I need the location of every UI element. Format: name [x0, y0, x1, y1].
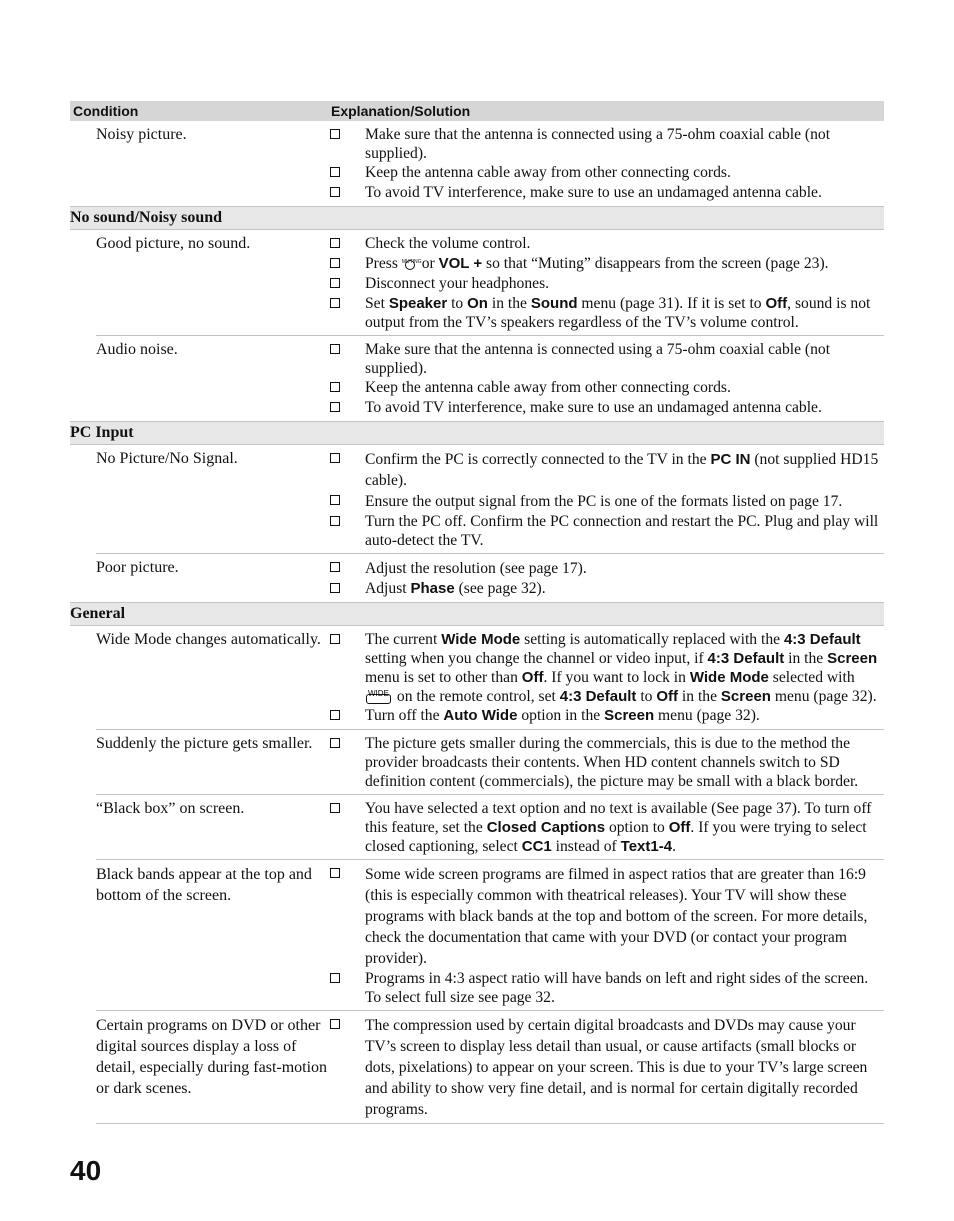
list-item: You have selected a text option and no text is available (See page 37). To turn off this feature, set the Closed Captions option to Off. If you were trying to select closed captioning, select CC1 instead of Text1-4.	[330, 799, 884, 856]
checkbox-icon	[330, 234, 365, 254]
table-row	[96, 1011, 884, 1124]
list-item: Adjust the resolution (see page 17).	[330, 558, 884, 579]
checkbox-icon	[330, 1015, 365, 1120]
checkbox-icon	[330, 163, 365, 183]
section-heading: No sound/Noisy sound	[70, 206, 884, 230]
list-item: The picture gets smaller during the commercials, this is due to the method the provider broadcasts their contents. When HD content channels switch to SD definition content (commercials), the picture may be small with a black border.	[330, 734, 884, 791]
checkbox-icon	[330, 512, 365, 550]
table-header	[70, 101, 884, 121]
list-item: Make sure that the antenna is connected using a 75-ohm coaxial cable (not supplied).	[330, 340, 884, 378]
list-item: Some wide screen programs are filmed in aspect ratios that are greater than 16:9 (this is especially common with theatrical releases). Your TV will show these programs with black bands at the top and bottom of the screen. For more details, check the documentation that came with your DVD (or contact your program provider).	[330, 864, 884, 969]
list-item: To avoid TV interference, make sure to use an undamaged antenna cable.	[330, 398, 884, 418]
checkbox-icon	[330, 378, 365, 398]
solution-cell	[330, 340, 884, 418]
checkbox-icon	[330, 864, 365, 969]
condition-cell: Poor picture.	[96, 559, 179, 576]
troubleshooting-table	[70, 101, 884, 1124]
table-row	[96, 860, 884, 1011]
table-row	[96, 445, 884, 554]
checkbox-icon	[330, 274, 365, 294]
checkbox-icon	[330, 799, 365, 856]
solution-cell	[330, 799, 884, 856]
condition-cell: “Black box” on screen.	[96, 800, 245, 817]
solution-cell	[330, 864, 884, 1007]
list-item: Ensure the output signal from the PC is one of the formats listed on page 17.	[330, 491, 884, 512]
solution-cell	[330, 1015, 884, 1120]
list-item: Adjust Phase (see page 32).	[330, 579, 884, 599]
list-item: Press MUTING or VOL + so that “Muting” disappears from the screen (page 23).	[330, 254, 884, 274]
solution-cell	[330, 234, 884, 332]
checkbox-icon	[330, 254, 365, 274]
checkbox-icon	[330, 969, 365, 1007]
table-row	[96, 554, 884, 602]
section-heading: General	[70, 602, 884, 626]
list-item: The compression used by certain digital broadcasts and DVDs may cause your TV’s screen to display less detail than usual, or cause artifacts (small blocks or dots, pixelations) to appear on your screen. This is due to your TV’s large screen and ability to show very fine detail, and is normal for certain digitally recorded programs.	[330, 1015, 884, 1120]
section-heading: PC Input	[70, 421, 884, 445]
condition-cell: Audio noise.	[96, 341, 178, 358]
solution-cell	[330, 558, 884, 599]
muting-button-icon: MUTING	[402, 255, 418, 271]
checkbox-icon	[330, 398, 365, 418]
checkbox-icon	[330, 125, 365, 163]
table-row	[96, 795, 884, 860]
checkbox-icon	[330, 734, 365, 791]
list-item: Turn off the Auto Wide option in the Screen menu (page 32).	[330, 706, 884, 726]
checkbox-icon	[330, 558, 365, 579]
list-item: Set Speaker to On in the Sound menu (page 31). If it is set to Off, sound is not output from the TV’s speakers regardless of the TV’s volume control.	[330, 294, 884, 332]
checkbox-icon	[330, 340, 365, 378]
solution-cell	[330, 630, 884, 726]
list-item: Disconnect your headphones.	[330, 274, 884, 294]
table-row	[96, 730, 884, 795]
wide-button-icon: WIDE	[365, 687, 393, 705]
condition-cell: Certain programs on DVD or other digital sources display a loss of detail, especially during fast-motion or dark scenes.	[96, 1017, 328, 1097]
condition-cell: Good picture, no sound.	[96, 235, 251, 252]
list-item: Make sure that the antenna is connected using a 75-ohm coaxial cable (not supplied).	[330, 125, 884, 163]
list-item: To avoid TV interference, make sure to use an undamaged antenna cable.	[330, 183, 884, 203]
checkbox-icon	[330, 449, 365, 491]
table-row	[96, 626, 884, 730]
list-item: Programs in 4:3 aspect ratio will have bands on left and right sides of the screen. To select full size see page 32.	[330, 969, 884, 1007]
condition-cell: Wide Mode changes automatically.	[96, 631, 321, 648]
list-item: Turn the PC off. Confirm the PC connection and restart the PC. Plug and play will auto-detect the TV.	[330, 512, 884, 550]
solution-cell	[330, 734, 884, 791]
checkbox-icon	[330, 183, 365, 203]
checkbox-icon	[330, 491, 365, 512]
checkbox-icon	[330, 630, 365, 706]
condition-cell: Black bands appear at the top and bottom of the screen.	[96, 866, 312, 904]
header-condition: Condition	[73, 103, 139, 119]
checkbox-icon	[330, 579, 365, 599]
list-item: Keep the antenna cable away from other connecting cords.	[330, 378, 884, 398]
solution-cell	[330, 449, 884, 550]
condition-cell: Noisy picture.	[96, 126, 187, 143]
list-item: Confirm the PC is correctly connected to the TV in the PC IN (not supplied HD15 cable).	[330, 449, 884, 491]
list-item: Keep the antenna cable away from other connecting cords.	[330, 163, 884, 183]
list-item: Check the volume control.	[330, 234, 884, 254]
checkbox-icon	[330, 706, 365, 726]
checkbox-icon	[330, 294, 365, 332]
solution-cell	[330, 125, 884, 203]
header-explanation: Explanation/Solution	[331, 103, 471, 119]
condition-cell: Suddenly the picture gets smaller.	[96, 735, 313, 752]
table-row	[96, 230, 884, 336]
list-item: The current Wide Mode setting is automatically replaced with the 4:3 Default setting when you change the channel or video input, if 4:3 Default in the Screen menu is set to other than Off. If you want to lock in Wide Mode selected with WIDE on the remote control, set 4:3 Default to Off in the Screen menu (page 32).	[330, 630, 884, 706]
condition-cell: No Picture/No Signal.	[96, 450, 238, 467]
page-number: 40	[70, 1155, 102, 1186]
table-row	[96, 336, 884, 421]
table-row	[96, 121, 884, 206]
